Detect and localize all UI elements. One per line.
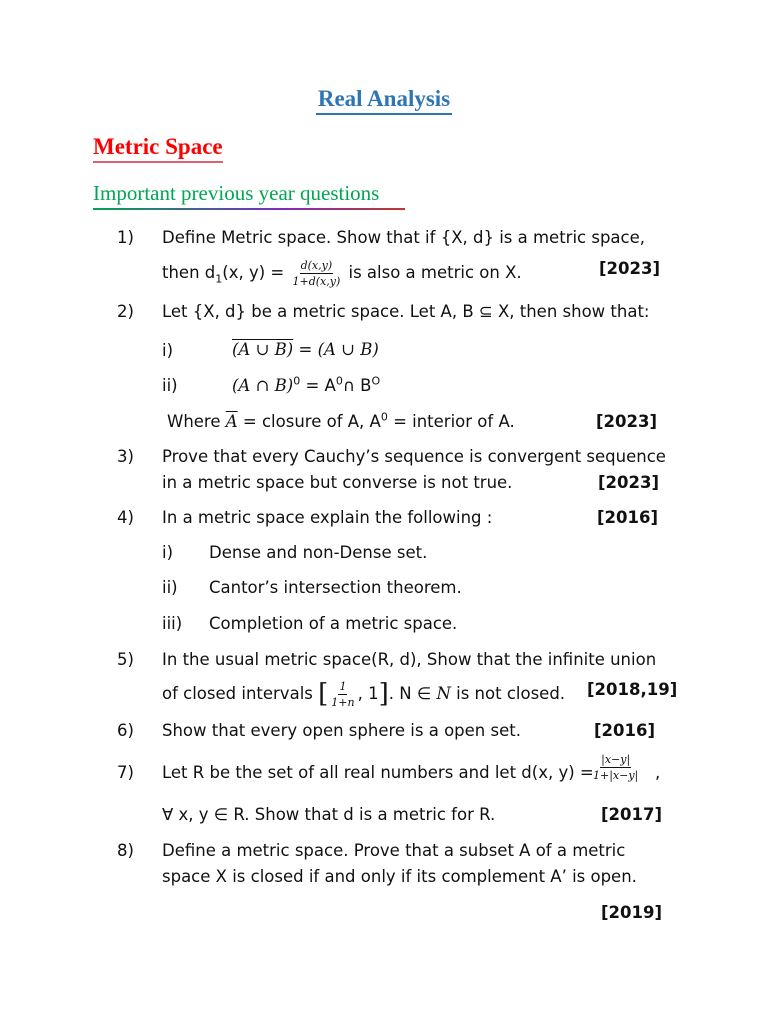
text-run: is not closed. xyxy=(450,684,566,703)
question-text: ∀ x, y ∈ R. Show that d is a metric for R. xyxy=(162,805,496,824)
superscript: 0 xyxy=(293,374,301,388)
subscript: 1 xyxy=(215,272,223,286)
sub-heading: Important previous year questions xyxy=(93,181,380,205)
question-text: Define a metric space. Prove that a subset A of a metric xyxy=(162,841,626,860)
text-run: then d xyxy=(162,263,216,282)
question-text: In a metric space explain the following : xyxy=(162,508,493,527)
text-run: , xyxy=(655,763,661,782)
text-run: of closed intervals xyxy=(162,684,313,703)
sub-item-label: i) xyxy=(162,341,174,360)
question-text: Let R be the set of all real numbers and let d(x, y) = xyxy=(162,763,594,782)
text-run: = closure of A, A xyxy=(237,412,381,431)
superscript: 0 xyxy=(380,410,388,424)
text-run: Where xyxy=(167,412,226,431)
sub-item-text: Cantor’s intersection theorem. xyxy=(209,578,462,597)
fraction xyxy=(590,753,641,782)
fraction-numerator: |x−y| xyxy=(601,753,631,766)
sub-item-label: ii) xyxy=(162,578,178,597)
text-run: = xyxy=(293,340,318,359)
formula-term: (A ∩ B) xyxy=(232,376,294,395)
sub-item-label: i) xyxy=(162,543,174,562)
question-text xyxy=(162,680,565,709)
fraction-denominator: 1+n xyxy=(331,696,355,709)
math-symbol: N xyxy=(436,684,451,703)
question-number: 5) xyxy=(117,650,134,669)
sub-heading-underline xyxy=(93,208,405,210)
text-run: ∩ B xyxy=(342,376,372,395)
fraction-numerator: d(x,y) xyxy=(300,259,333,272)
superscript: O xyxy=(371,374,381,388)
formula-closure: $\overline{A}$ xyxy=(225,412,238,431)
left-bracket: [ xyxy=(318,679,329,709)
fraction-numerator: 1 xyxy=(339,680,347,693)
text-run: = interior of A. xyxy=(387,412,515,431)
question-text: Prove that every Cauchy’s sequence is convergent sequence xyxy=(162,447,666,466)
section-heading: Metric Space xyxy=(93,134,223,163)
question-number: 2) xyxy=(117,302,134,321)
fraction xyxy=(291,259,341,288)
question-text xyxy=(162,259,522,288)
question-number: 6) xyxy=(117,721,134,740)
question-number: 4) xyxy=(117,508,134,527)
year-tag: [2016] xyxy=(594,721,656,740)
text-run: is also a metric on X. xyxy=(348,263,522,282)
formula xyxy=(232,376,380,396)
question-text: Let {X, d} be a metric space. Let A, B ⊆ X, then show that: xyxy=(162,302,650,321)
formula xyxy=(232,340,379,360)
year-tag: [2019] xyxy=(601,903,663,922)
year-tag: [2023] xyxy=(598,473,660,492)
fraction-denominator: 1+|x−y| xyxy=(593,769,639,782)
fraction-denominator: 1+d(x,y) xyxy=(292,275,341,288)
document-title xyxy=(0,86,768,112)
question-number: 1) xyxy=(117,228,134,247)
question-number: 7) xyxy=(117,763,134,782)
text-run: = A xyxy=(300,376,336,395)
question-number: 8) xyxy=(117,841,134,860)
sub-item-label: iii) xyxy=(162,614,183,633)
question-text: Define Metric space. Show that if {X, d} is a metric space, xyxy=(162,228,646,247)
fraction-body xyxy=(592,753,639,782)
question-text: in a metric space but converse is not true. xyxy=(162,473,513,492)
formula-term: (A ∪ B) xyxy=(317,340,379,359)
question-text: In the usual metric space(R, d), Show that the infinite union xyxy=(162,650,657,669)
definition-note xyxy=(167,412,515,432)
year-tag: [2017] xyxy=(601,805,663,824)
text-run: . N ∈ xyxy=(388,684,437,703)
year-tag: [2018,19] xyxy=(587,680,678,699)
fraction xyxy=(330,680,355,709)
text-run: (x, y) = xyxy=(222,263,285,282)
question-text: space X is closed if and only if its complement A’ is open. xyxy=(162,867,637,886)
sub-item-text: Completion of a metric space. xyxy=(209,614,458,633)
question-number: 3) xyxy=(117,447,134,466)
year-tag: [2016] xyxy=(597,508,659,527)
formula-closure: (A ∪ B) xyxy=(232,340,294,359)
text-run: , 1 xyxy=(357,684,379,703)
sub-item-text: Dense and non-Dense set. xyxy=(209,543,428,562)
year-tag: [2023] xyxy=(596,412,658,431)
sub-item-label: ii) xyxy=(162,376,178,395)
right-bracket: ] xyxy=(378,679,389,709)
document-title-text: Real Analysis xyxy=(316,86,452,115)
year-tag: [2023] xyxy=(599,259,661,278)
superscript: 0 xyxy=(335,374,343,388)
question-text: Show that every open sphere is a open set. xyxy=(162,721,521,740)
